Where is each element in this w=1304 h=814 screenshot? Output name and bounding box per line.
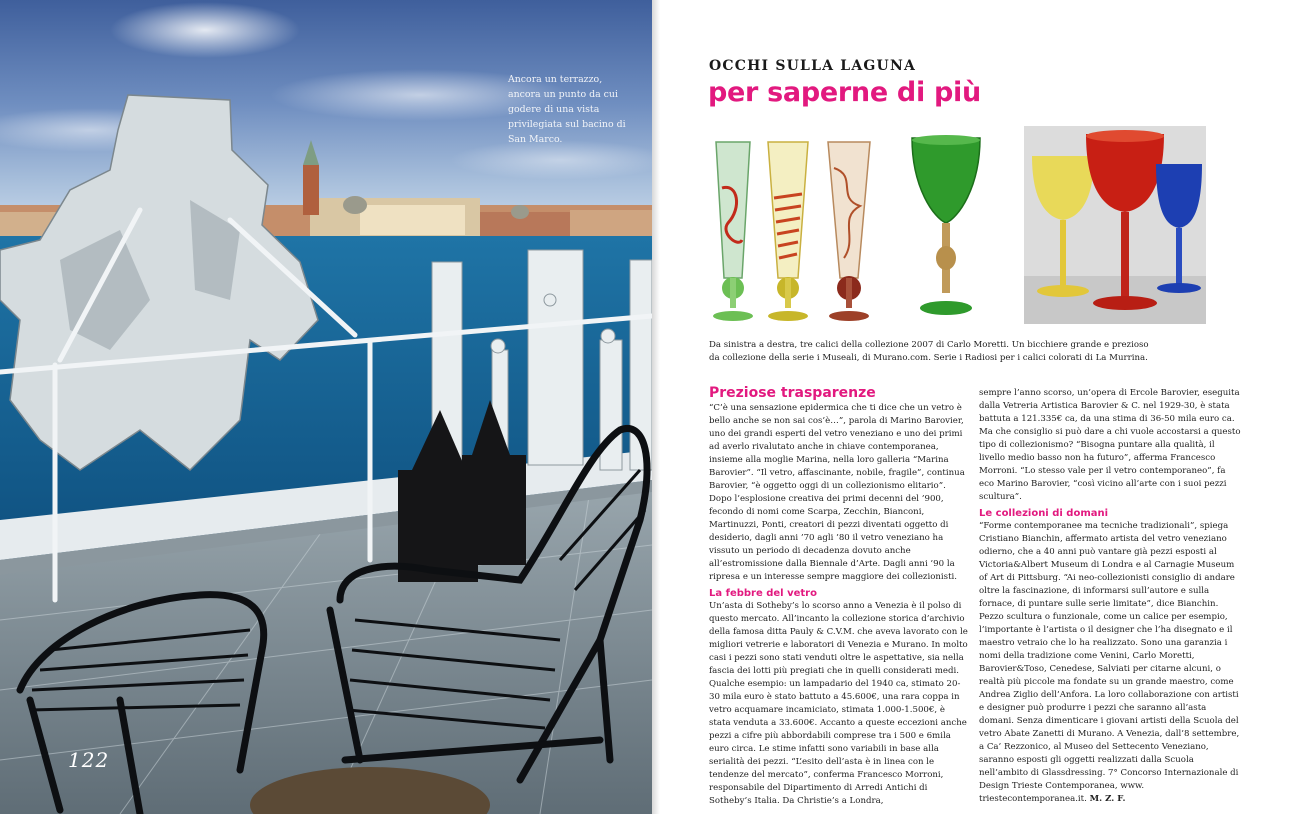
page-number: 122	[68, 748, 110, 772]
section-title-le-collezioni-di-domani: Le collezioni di domani	[979, 508, 1109, 519]
author-signature: M. Z. F.	[1089, 794, 1126, 804]
section-kicker: OCCHI SULLA LAGUNA	[709, 58, 917, 74]
glass-goblets-photo	[708, 128, 994, 328]
article-column-2	[979, 387, 1241, 806]
colored-goblets-photo	[1024, 126, 1206, 324]
section-title-preziose-trasparenze: Preziose trasparenze	[709, 385, 876, 401]
section-body-text: “Forme contemporanee ma tecniche tradizionali”, spiega Cristiano Bianchin, affermato artista del vetro veneziano odierno, che a 40 anni può vantare già pezzi esposti al Victoria&Albert Museum di Londra e al Carnagie Museum of Art di Pittsburg. “Ai neo-collezionisti consiglio di andare oltre la fascinazione, di informarsi sull’autore e sulla fornace, di puntare sulle serie limitate”, dice Bianchin. Pezzo scultura o funzionale, come un calice per esempio, l’importante è l’artista o il designer che l’ha disegnato e il maestro vetraio che lo ha realizzato. Sono una garanzia i nomi della tradizione come Venini, Carlo Moretti, Barovier&Toso, Cenedese, Salviati per citarne alcuni, o realtà più piccole ma fondate su un grande maestro, come Andrea Ziglio dell’Anfora. La loro collaborazione con artisti e designer può produrre i pezzi che saranno all’asta domani. Senza dimenticare i giovani artisti della Scuola del vetro Abate Zanetti di Murano. A Venezia, dall’8 settembre, a Ca’ Rezzonico, al Museo del Settecento Veneziano, saranno esposti gli oggetti realizzati dalla Scuola nell’ambito di Glassdressing. 7° Concorso Internazionale di Design Trieste Contemporanea, www. triestecontemporanea.it.	[979, 521, 1240, 804]
section-body-la-febbre-del-vetro-continued: sempre l’anno scorso, un’opera di Ercole Barovier, eseguita dalla Vetreria Artistica Barovier & C. nel 1929-30, è stata battuta a 121.335€ ca, da una stima di 36-50 mila euro ca. Ma che consiglio si può dare a chi vuole accostarsi a questo tipo di collezionismo? “Bisogna puntare alla qualità, il livello medio basso non ha futuro”, afferma Francesco Morroni. “Lo stesso vale per il vetro contemporaneo”, fa eco Marino Barovier, “così vicino all’arte con i suoi pezzi scultura”.	[979, 388, 1241, 502]
photo-caption: Ancora un terrazzo, ancora un punto da cui godere di una vista privilegiata sul bacino di San Marco.	[508, 74, 626, 145]
article-column-1	[709, 384, 969, 808]
article-headline: per saperne di più	[708, 77, 981, 108]
section-body-preziose-trasparenze: “C’è una sensazione epidermica che ti dice che un vetro è bello anche se non sai cos’è…”, parola di Marino Barovier, uno dei grandi esperti del vetro veneziano e uno dei primi ad averlo rivalutato anche in chiave contemporanea, insieme alla moglie Marina, nella loro galleria “Marina Barovier”. “Il vetro, affascinante, nobile, fragile”, continua Barovier, “è oggetto oggi di un collezionismo elitario”. Dopo l’esplosione creativa dei primi decenni del ’900, fecondo di nomi come Scarpa, Zecchin, Bianconi, Martinuzzi, Ponti, creatori di pezzi diventati oggetto di desiderio, dagli anni ’70 agli ’80 il vetro veneziano ha vissuto un periodo di decadenza dovuto anche all’estromissione dalla Biennale d’Arte. Dagli anni ’90 la ripresa e un interesse sempre maggiore dei collezionisti.	[709, 403, 965, 582]
glass-photo-caption: Da sinistra a destra, tre calici della collezione 2007 di Carlo Moretti. Un bicchiere grande e prezioso da collezione della serie i Museali, di Murano.com. Serie i Radiosi per i calici colorati di La Murrina.	[709, 340, 1149, 363]
section-body-la-febbre-del-vetro: Un’asta di Sotheby’s lo scorso anno a Venezia è il polso di questo mercato. All’incanto la collezione storica d’archivio della famosa ditta Pauly & C.V.M. che aveva lavorato con le migliori vetrerie e laboratori di Venezia e Murano. In molto casi i pezzi sono stati venduti oltre le aspettative, sia nella fascia dei lotti più pregiati che in quelli considerati medi. Qualche esempio: un lampadario del 1940 ca, stimato 20-30 mila euro è stato battuto a 45.600€, una rara coppa in vetro acquamare incamiciato, stimata 1.000-1.500€, è stata venduta a 33.600€. Accanto a queste eccezioni anche pezzi a cifre più abbordabili comprese tra i 500 e 6mila euro circa. Le stime infatti sono variabili in base alla serialità dei pezzi. “L’esito dell’asta è in linea con le tendenze del mercato”, conferma Francesco Morroni, responsabile del Dipartimento di Arredi Antichi di Sotheby’s Italia. Da Christie’s a Londra,	[709, 601, 968, 806]
section-body-le-collezioni-di-domani	[979, 520, 1241, 806]
section-title-la-febbre-del-vetro: La febbre del vetro	[709, 588, 817, 599]
page-gutter	[652, 0, 660, 814]
